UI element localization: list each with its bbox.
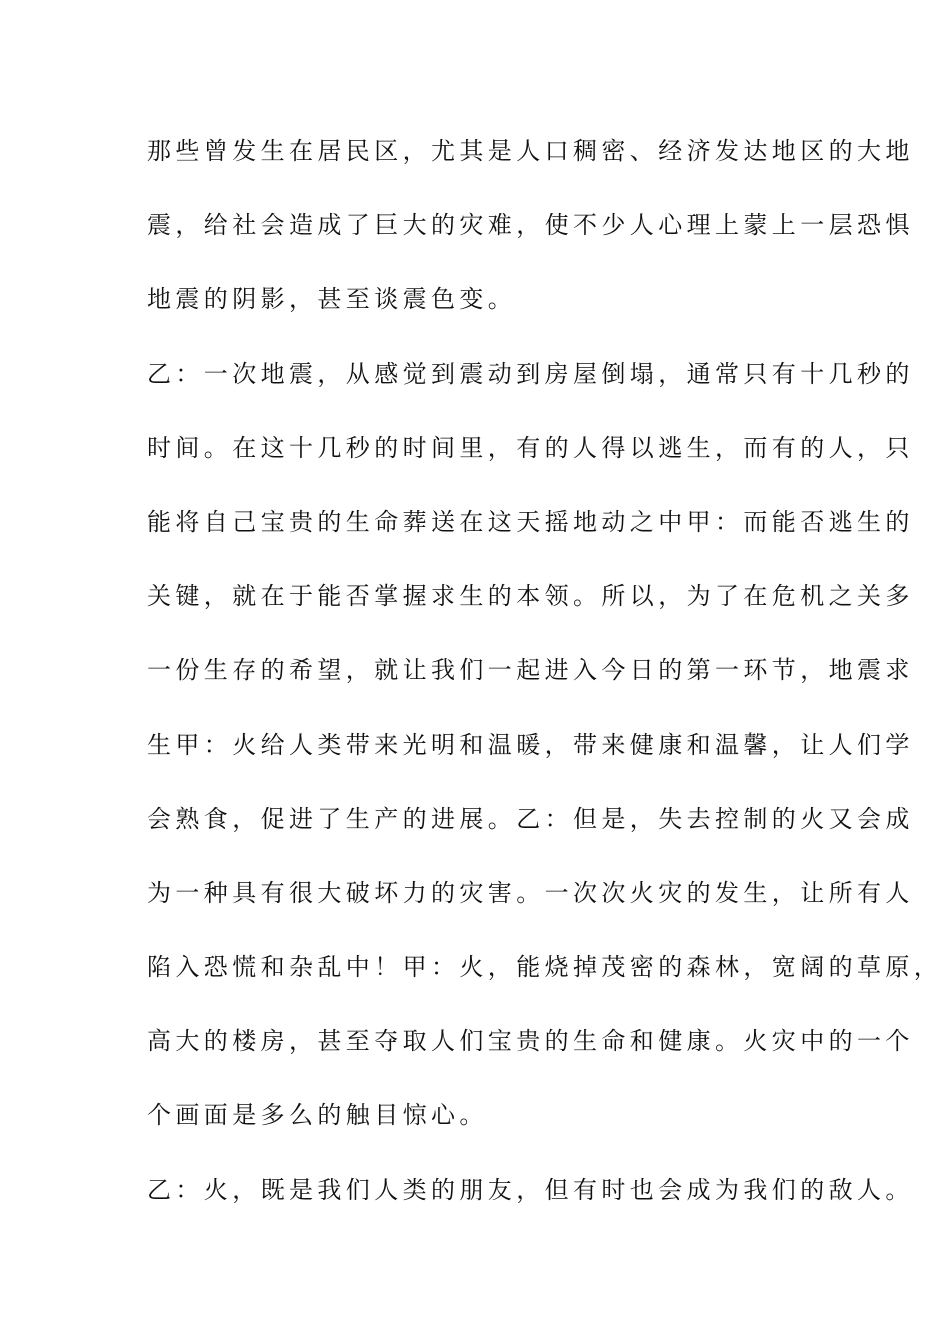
body-text bbox=[147, 130, 943, 1243]
text-line: 会熟食，促进了生产的进展。乙：但是，失去控制的火又会成 bbox=[147, 804, 914, 833]
text-line: 乙：火，既是我们人类的朋友，但有时也会成为我们的敌人。 bbox=[147, 1175, 914, 1204]
text-line: 陷入恐慌和杂乱中！甲：火，能烧掉茂密的森林，宽阔的草原， bbox=[147, 953, 943, 982]
text-line: 那些曾发生在居民区，尤其是人口稠密、经济发达地区的大地 bbox=[147, 137, 914, 165]
text-line: 震，给社会造成了巨大的灾难，使不少人心理上蒙上一层恐惧 bbox=[147, 211, 914, 240]
text-line: 一份生存的希望，就让我们一起进入今日的第一环节，地震求 bbox=[147, 656, 914, 685]
text-line: 生甲：火给人类带来光明和温暖，带来健康和温馨，让人们学 bbox=[147, 730, 914, 759]
text-line: 为一种具有很大破坏力的灾害。一次次火灾的发生，让所有人 bbox=[147, 878, 914, 907]
text-line: 地震的阴影，甚至谈震色变。 bbox=[147, 285, 517, 314]
text-line: 高大的楼房，甚至夺取人们宝贵的生命和健康。火灾中的一个 bbox=[147, 1027, 914, 1056]
text-line: 时间。在这十几秒的时间里，有的人得以逃生，而有的人，只 bbox=[147, 433, 914, 462]
text-line: 关键，就在于能否掌握求生的本领。所以，为了在危机之关多 bbox=[147, 582, 914, 611]
text-line: 乙：一次地震，从感觉到震动到房屋倒塌，通常只有十几秒的 bbox=[147, 359, 914, 388]
text-line: 个画面是多么的触目惊心。 bbox=[147, 1101, 488, 1130]
text-line: 能将自己宝贵的生命葬送在这天摇地动之中甲：而能否逃生的 bbox=[147, 507, 914, 536]
